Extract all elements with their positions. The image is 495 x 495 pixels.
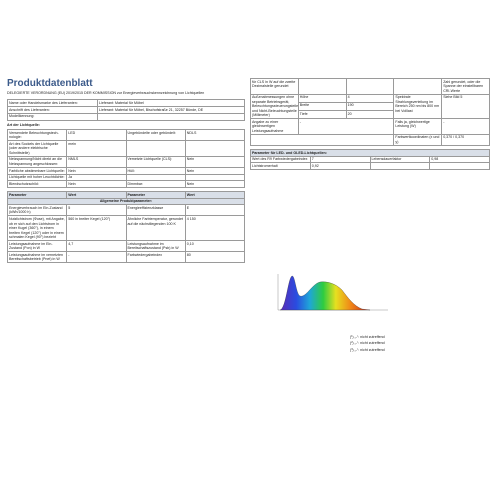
param-label: Leistungsaufnahme im Ein-Zustand (Pon) in W [8, 241, 67, 252]
footnote: (²) „-“: nicht zutreffend [350, 341, 385, 346]
param-label [394, 79, 442, 95]
spec-value: Nein [185, 156, 244, 167]
param-label: Energieverbrauch im Ein-Zustand (kWh/1000 h) [8, 205, 67, 216]
param-value: 0,370 / 0,370 [442, 134, 490, 145]
footnote: (¹) „-“: nicht zutreffend [350, 335, 385, 339]
spectrum-curve [280, 276, 370, 310]
param-label: Lichtstromerhalt [251, 163, 311, 170]
spec-label: Ungebündelte oder gebündelt: [126, 129, 185, 140]
spec-value: Nein [185, 167, 244, 174]
param-label: für CLS in W auf die zweite Dezimalstelle gerundet [251, 79, 299, 95]
spec-label: Blendschutzschild: [8, 181, 67, 188]
spec-label: Lichtquelle mit hoher Leuchtdichte: [8, 174, 67, 181]
param-value: 80 [185, 252, 244, 263]
param-value: 190 [346, 102, 394, 110]
footnotes [350, 334, 470, 353]
param-value: 4 [346, 94, 394, 102]
model-label: Modellkennung: [8, 113, 98, 120]
spec-value [185, 141, 244, 157]
page-title: Produktdatenblatt [7, 78, 93, 89]
spectrum-graph [270, 272, 390, 314]
supplier-name-value: Lieferant: Material für Möbel [98, 100, 245, 107]
param-label: Ähnliche Farbtemperatur, gerundet auf die nächstliegenden 100 K [126, 216, 185, 241]
param-label: Nutzlichtstrom (Φuse), mit Angabe, ob er sich auf den Lichtstrom in einer Kugel (360°), in einem breiten Kegel (120°) oder in einem schmalen Kegel (90°) bezieht [9, 217, 65, 239]
light-source-type: Art der Lichtquelle: [7, 122, 40, 127]
param-value: 0,98 [430, 156, 490, 163]
supplier-address-label: Anschrift des Lieferanten: [8, 107, 98, 114]
spec-label: Verwendete Beleuchtungstech-nologie: [8, 129, 67, 140]
param-value: Zahl gerundet, oder die Spanne der einstellbaren CRI-Werte [442, 79, 490, 95]
section-title: Parameter für LED- und OLED-Lichtquellen: [251, 150, 490, 157]
param-value: - [442, 119, 490, 135]
spec-value [185, 174, 244, 181]
param-value: 5 [67, 205, 126, 216]
param-value: Siehe Bild 5 [442, 94, 490, 119]
param-label: Energieeffizienzklasse [126, 205, 185, 216]
param-empty [430, 163, 490, 170]
spec-label [126, 141, 185, 157]
param-empty [251, 134, 394, 145]
param-value: 4 150 [185, 216, 244, 241]
spec-label: Dimmbar: [126, 181, 185, 188]
param-label: Leistungsaufnahme im vernetzten Bereitschaftsbetrieb (Pnet) in W [8, 252, 67, 263]
param-label: Angabe zu einer gleichwertigen Leistungsaufnahme [251, 119, 299, 135]
param-value: 560 in breiter Kegel (120°) [67, 216, 126, 241]
col-header: Parameter [126, 191, 185, 198]
spec-value: NMLS [67, 156, 126, 167]
param-label: Spektrale Strahlungsverteilung im Bereich 250 nm bis 800 nm bei Volllast [394, 94, 442, 119]
supplier-address-value: Lieferant: Material für Möbel, Bischofstraße 21, 32257 Bünde, DE [98, 107, 245, 114]
spec-label: Hüll: [126, 167, 185, 174]
param-value: 4,7 [67, 241, 126, 252]
led-table [250, 149, 490, 170]
spec-value: NDLS [185, 129, 244, 140]
param-value: 0,10 [185, 241, 244, 252]
param-label: Lebensdauerfaktor [370, 156, 430, 163]
spec-value: Nein [67, 181, 126, 188]
col-header: Wert [67, 191, 126, 198]
col-header: Parameter [8, 191, 67, 198]
param-label: Farbwiedergabeindex [126, 252, 185, 263]
spec-value: Nein [67, 167, 126, 174]
supplier-name-label: Name oder Handelsmarke des Lieferanten: [8, 100, 98, 107]
spec-label: Vernetzte Lichtquelle (CLS): [126, 156, 185, 167]
param-value: 7 [310, 156, 370, 163]
param-label: Falls ja, gleichwertige Leistung (W) [394, 119, 442, 135]
param-value [298, 79, 346, 95]
param-label: Tiefe [298, 111, 346, 119]
param-label: Farbwertkoordinaten (x und y) [394, 134, 442, 145]
param-value: - [298, 119, 394, 135]
param-label: Außenabmessungen ohne separate Betriebsgerät, Beleuchtungssteuerungsteile und Nicht-Beleuchtungsteile (Millimeter) [252, 95, 299, 118]
param-value: - [67, 252, 126, 263]
spec-value: Ja [67, 174, 126, 181]
param-label: Breite [298, 102, 346, 110]
section-title: Allgemeine Produktparameter: [8, 198, 245, 205]
col-header: Wert [185, 191, 244, 198]
spec-value: mein [67, 141, 126, 157]
regulation-text: DELEGIERTE VERORDNUNG (EU) 2019/2015 DER KOMMISSION zur Energieverbrauchskennzeichnung von Lichtquellen [7, 91, 205, 95]
datasheet-right [250, 78, 490, 418]
model-value [98, 113, 245, 120]
spec-label: Netzspannung/Nicht direkt an die Netzspannung angeschlossen: [8, 156, 67, 167]
supplier-table [7, 99, 245, 120]
spec-label [126, 174, 185, 181]
dimension-table [250, 78, 490, 146]
param-value: 0,92 [310, 163, 370, 170]
param-value: 20 [346, 111, 394, 119]
param-empty [370, 163, 430, 170]
spec-value: LED [67, 129, 126, 140]
param-value [346, 79, 394, 95]
footnote: (³) „-“: nicht zutreffend [350, 347, 385, 352]
spec-value: Nein [185, 181, 244, 188]
spec-table [7, 129, 245, 188]
param-value: E [185, 205, 244, 216]
param-label: Wert des R9 Farbwiedergabeindex [251, 156, 311, 163]
param-label: Leistungsaufnahme im Bereitschaftszustand (Psb) in W [126, 241, 185, 252]
datasheet-left [7, 78, 245, 418]
spec-label: Farbliche abstimmbare Lichtquelle: [8, 167, 67, 174]
param-label: Höhe [298, 94, 346, 102]
parameter-table [7, 191, 245, 263]
spec-label: Art des Sockels der Lichtquelle (oder andere elektrische Schnittstelle) [8, 141, 67, 157]
